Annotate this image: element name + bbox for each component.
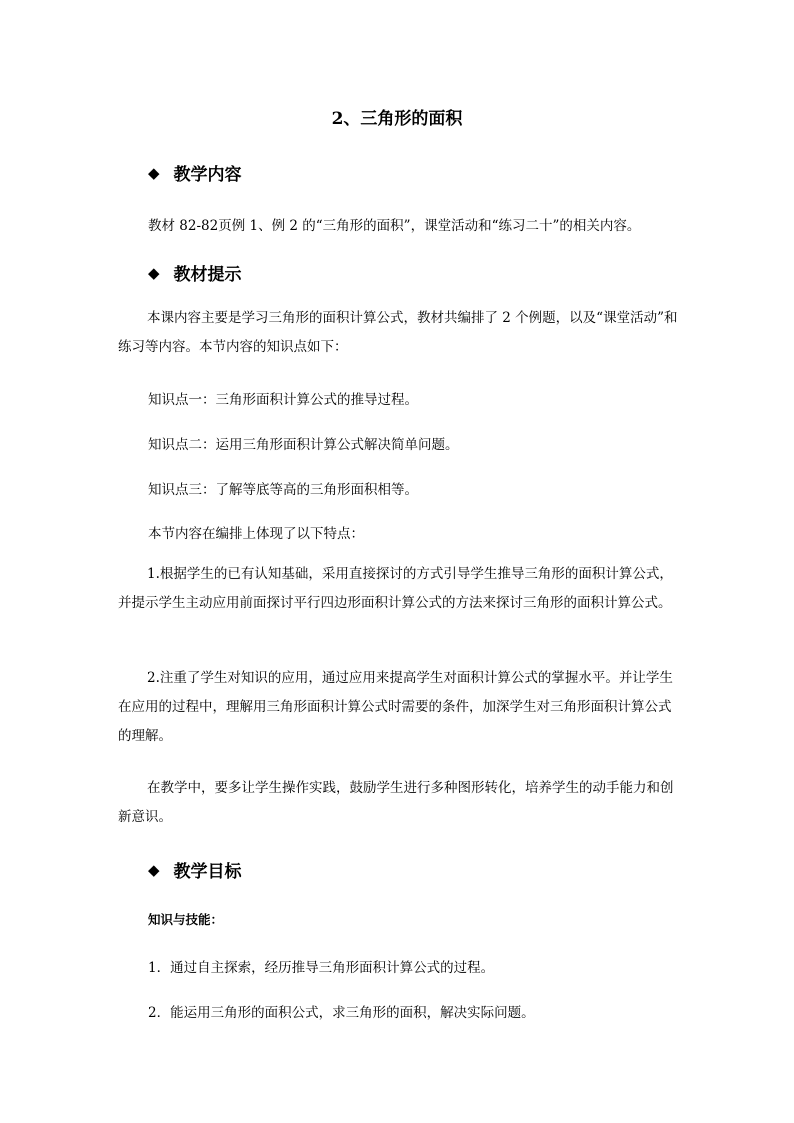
hints-intro: 本课内容主要是学习三角形的面积计算公式，教材共编排了 2 个例题，以及“课堂活动”和练习等内容。本节内容的知识点如下： [118,310,678,355]
section-heading-goals [148,857,242,882]
knowledge-point-2: 知识点二：运用三角形面积计算公式解决简单问题。 [148,437,459,453]
diamond-bullet-icon: ◆ [148,860,160,879]
content-text: 教材 82-82页例 1、例 2 的“三角形的面积”，课堂活动和“练习二十”的相关内容。 [148,218,641,234]
goal-2: 2．能运用三角形的面积公式，求三角形的面积，解决实际问题。 [148,1005,535,1021]
feature-2: 2.注重了学生对知识的应用，通过应用来提高学生对面积计算公式的掌握水平。并让学生在应用的过程中，理解用三角形面积计算公式时需要的条件，加深学生对三角形面积计算公式的理解。 [118,670,673,744]
hints-closing: 在教学中，要多让学生操作实践，鼓励学生进行多种图形转化，培养学生的动手能力和创新意识。 [118,780,674,825]
diamond-bullet-icon: ◆ [148,263,160,282]
knowledge-point-1: 知识点一：三角形面积计算公式的推导过程。 [148,392,418,408]
section-heading-content [148,160,242,185]
section-heading-text: 教学目标 [173,862,242,882]
features-intro: 本节内容在编排上体现了以下特点： [148,526,364,542]
diamond-bullet-icon: ◆ [148,163,160,182]
goals-subheading: 知识与技能： [148,912,224,927]
goal-1: 1．通过自主探索，经历推导三角形面积计算公式的过程。 [148,960,495,976]
section-heading-text: 教材提示 [173,265,242,285]
section-heading-text: 教学内容 [173,165,242,185]
page-title: 2、三角形的面积 [331,109,463,129]
knowledge-point-3: 知识点三：了解等底等高的三角形面积相等。 [148,482,418,498]
section-heading-hints [148,260,242,285]
feature-1: 1.根据学生的已有认知基础，采用直接探讨的方式引导学生推导三角形的面积计算公式，并提示学生主动应用前面探讨平行四边形面积计算公式的方法来探讨三角形的面积计算公式。 [118,566,673,611]
